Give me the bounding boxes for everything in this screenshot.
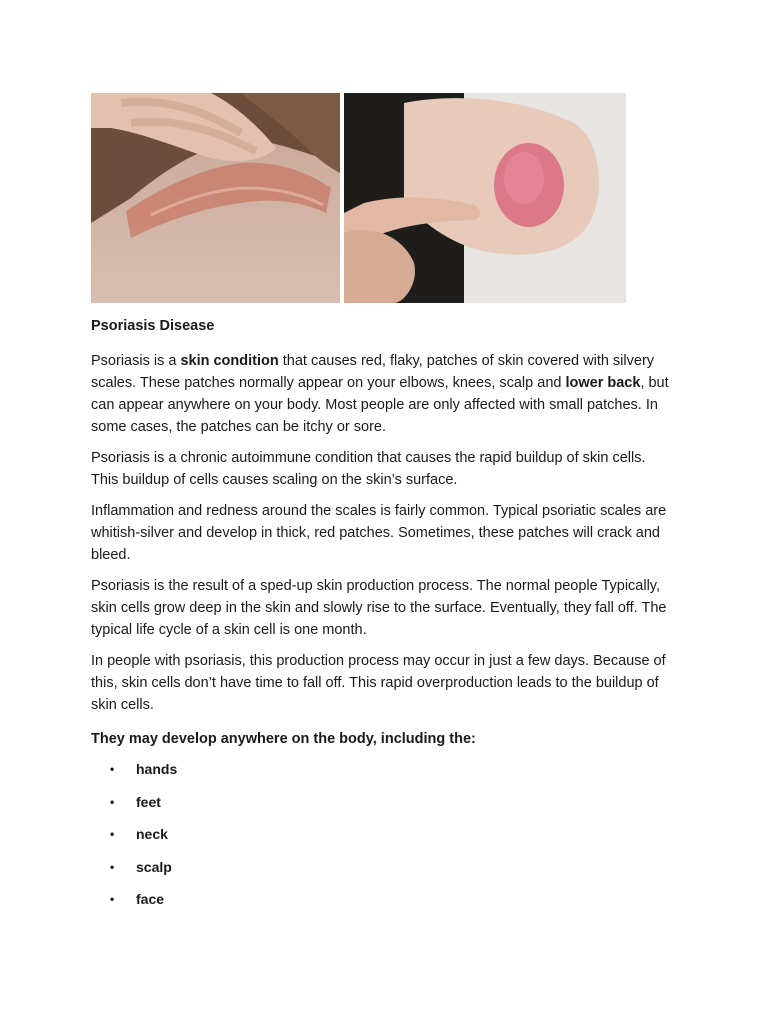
list-item xyxy=(91,856,671,878)
list-item xyxy=(91,758,671,780)
bullet-icon: • xyxy=(110,892,115,906)
skin-condition-term: skin condition xyxy=(180,353,279,369)
list-item-label: scalp xyxy=(136,858,172,875)
body-locations-list xyxy=(91,758,671,910)
paragraph-1-text-2: that causes red, flaky, patches of skin covered with silvery scales. These patches normally appear on your elbows, knees, scalp and xyxy=(91,353,655,391)
scalp-photo xyxy=(91,93,340,303)
elbow-photo xyxy=(344,93,626,303)
bullet-icon: • xyxy=(110,859,115,874)
list-item-label: neck xyxy=(136,826,168,842)
article-body xyxy=(91,316,671,921)
paragraph-3: Inflammation and redness around the scales is fairly common. Typical psoriatic scales are whitish-silver and develop in thick, red patches. Sometimes, these patches will crack and bleed. xyxy=(91,503,667,563)
list-intro: They may develop anywhere on the body, including the: xyxy=(91,731,476,747)
bullet-icon: • xyxy=(110,762,115,776)
paragraph-1-text-3: , but can appear anywhere on your body. Most people are only affected with small patches. In some cases, the patches can be itchy or sore. xyxy=(91,375,669,435)
paragraph-1-text: Psoriasis is a xyxy=(91,353,181,369)
paragraph-2: Psoriasis is a chronic autoimmune condition that causes the rapid buildup of skin cells. This buildup of cells causes scaling on the skin’s surface. xyxy=(91,450,646,488)
list-item xyxy=(91,823,671,845)
list-item-label: feet xyxy=(136,793,161,810)
paragraph-5: In people with psoriasis, this production process may occur in just a few days. Because of this, skin cells don’t have time to fall off. This rapid overproduction leads to the buildup of skin cells. xyxy=(91,653,666,713)
list-item xyxy=(91,791,671,813)
bullet-icon: • xyxy=(110,794,115,809)
photo-row xyxy=(91,93,626,303)
paragraph-4: Psoriasis is the result of a sped-up skin production process. The normal people Typically, skin cells grow deep in the skin and slowly rise to the surface. Eventually, they fall off. The typical life cycle of a skin cell is one month. xyxy=(91,578,667,638)
bullet-icon: • xyxy=(110,827,115,841)
list-item-label: face xyxy=(136,891,165,907)
lower-back-term: lower back xyxy=(565,375,641,391)
page-title: Psoriasis Disease xyxy=(91,318,215,334)
list-item-label: hands xyxy=(136,761,178,777)
paragraph-1 xyxy=(91,350,671,438)
list-item xyxy=(91,888,671,910)
